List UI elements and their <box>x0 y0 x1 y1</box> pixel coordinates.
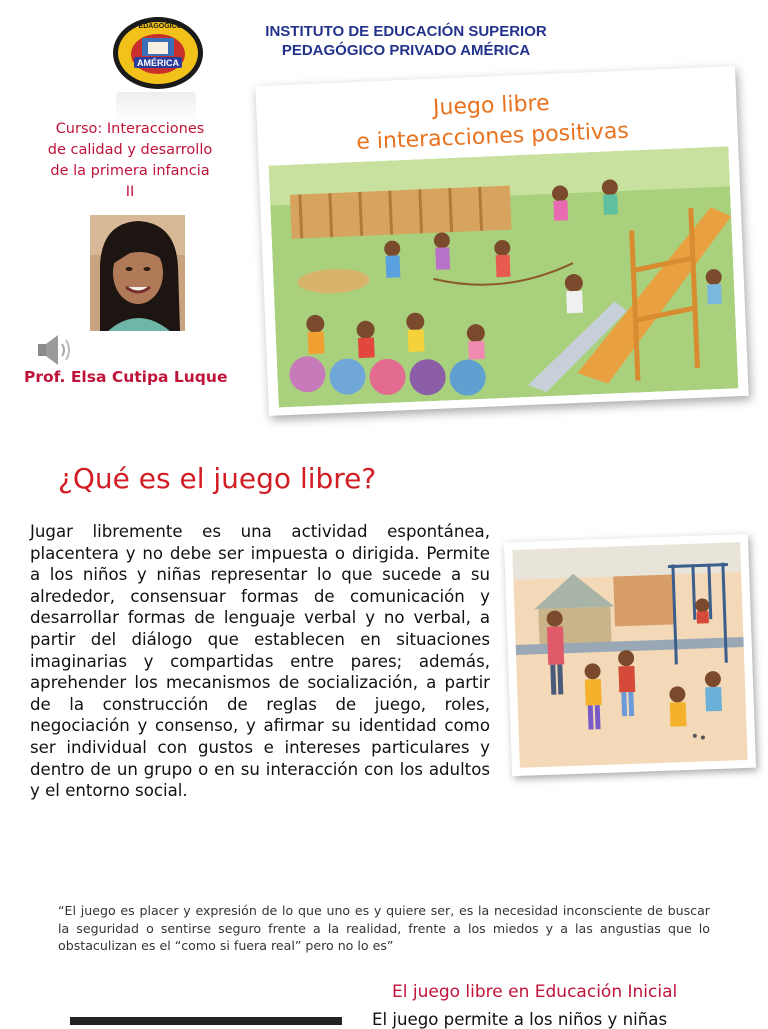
institute-title <box>236 22 576 60</box>
institute-title-line1: INSTITUTO DE EDUCACIÓN SUPERIOR <box>265 23 547 40</box>
playground-illustration <box>269 146 739 407</box>
professor-photo <box>90 215 185 331</box>
illustration-title-line1: Juego libre <box>432 90 551 121</box>
course-title <box>30 119 230 203</box>
institute-logo <box>112 16 204 90</box>
logo-banner-text: AMÉRICA <box>137 58 179 68</box>
course-line4: II <box>125 184 135 200</box>
illustration-card-free-play <box>255 66 748 416</box>
illustration-title-line2: e interacciones positivas <box>355 118 630 155</box>
subsection-heading: El juego libre en Educación Inicial <box>392 982 678 1002</box>
illustration-card-children-playing <box>504 534 756 776</box>
subsection-paragraph: El juego permite a los niños y niñas <box>372 1010 668 1029</box>
children-playing-illustration <box>512 542 747 768</box>
course-line3: de la primera infancia <box>50 163 210 179</box>
quote-text: “El juego es placer y expresión de lo que uno es y quiere ser, es la necesidad inconsciente de buscar la seguridad o sentirse seguro frente a la realidad, frente a los miedos y a las angustias que lo obstaculizan es el “como si fuera real” pero no lo es” <box>58 903 710 953</box>
logo-reflection <box>116 92 196 122</box>
section-paragraph: Jugar libremente es una actividad espontánea, placentera y no debe ser impuesta o dirigida. Permite a los niños y niñas representar lo que sucede a su alrededor, consensuar formas de comunicación y desarrollar formas de lenguaje verbal y no verbal, a partir del diálogo que establecen en situaciones imaginarias y compartidas entre pares; además, aprehender los mecanismos de socialización, a partir de la construcción de reglas de juego, roles, negociación y consenso, y afirmar su identidad como ser individual con gustos e intereses particulares y dentro de un grupo o en su interacción con los adultos y el entorno social. <box>30 522 490 801</box>
course-line2: de calidad y desarrollo <box>47 142 213 158</box>
logo-ring-text: PEDAGÓGICO <box>133 23 183 30</box>
professor-name: Prof. Elsa Cutipa Luque <box>24 368 228 386</box>
section-heading: ¿Qué es el juego libre? <box>58 462 377 495</box>
institute-title-line2: PEDAGÓGICO PRIVADO AMÉRICA <box>281 42 531 59</box>
course-line1: Curso: Interacciones <box>55 121 205 137</box>
illustration-title <box>326 83 658 159</box>
speaker-icon[interactable] <box>34 332 76 368</box>
